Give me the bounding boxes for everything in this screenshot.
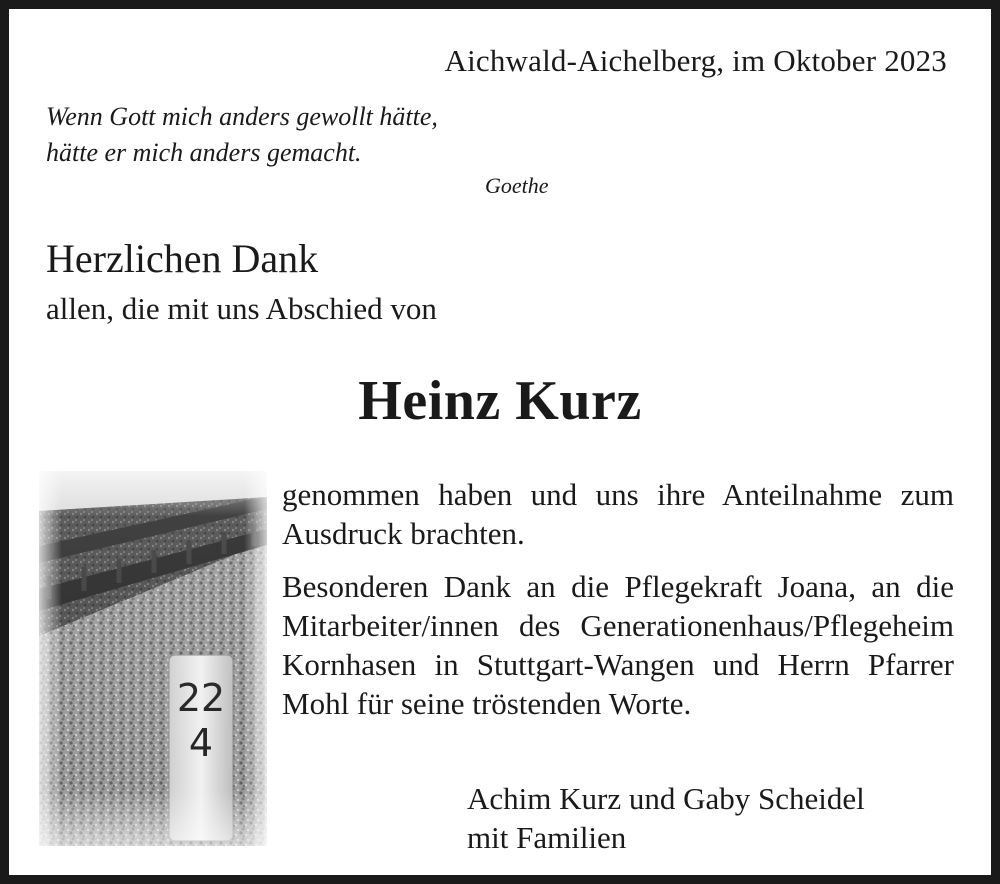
thanks-heading: Herzlichen Dank: [46, 236, 319, 281]
signature-line-1: Achim Kurz und Gaby Scheidel: [467, 781, 865, 816]
dateline: Aichwald-Aichelberg, im Oktober 2023: [444, 43, 947, 78]
signature-line-2: mit Familien: [467, 820, 627, 855]
railway-milestone-photo: [39, 471, 267, 846]
signature: [467, 779, 865, 857]
obituary-notice: [9, 9, 991, 875]
quote-author: Goethe: [485, 173, 549, 198]
body-paragraph-1: genommen haben und uns ihre Anteilnahme zum Ausdruck brachten.: [282, 477, 954, 551]
thanks-body: [282, 475, 954, 723]
deceased-name: Heinz Kurz: [358, 370, 642, 432]
quote: [46, 99, 438, 171]
quote-line-1: Wenn Gott mich anders gewollt hätte,: [46, 102, 438, 131]
body-paragraph-2: Besonderen Dank an die Pflegekraft Joana, an die Mitarbeiter/innen des Generationenhaus/Pflegeheim Kornhasen in Stuttgart-Wangen und Herrn Pfarrer Mohl für seine tröstenden Worte.: [282, 569, 954, 721]
quote-line-2: hätte er mich anders gemacht.: [46, 138, 362, 167]
thanks-intro: allen, die mit uns Abschied von: [46, 291, 437, 326]
